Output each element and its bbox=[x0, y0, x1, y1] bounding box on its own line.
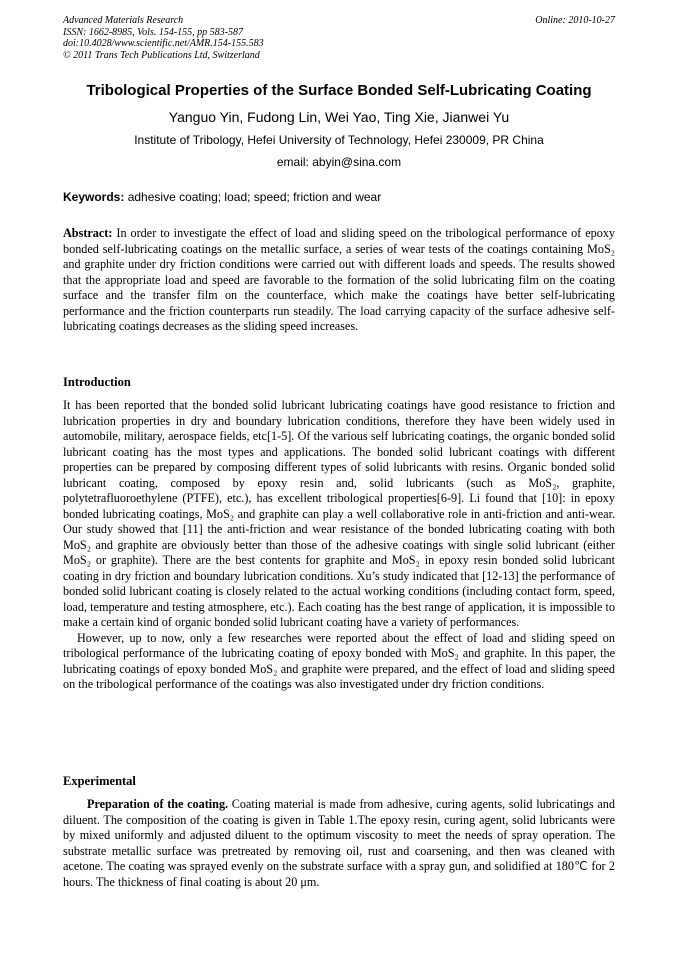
contact-email: email: abyin@sina.com bbox=[276, 155, 402, 169]
abstract bbox=[63, 226, 615, 335]
keywords-text: adhesive coating; load; speed; friction and wear bbox=[127, 190, 382, 204]
experimental-text: Coating material is made from adhesive, curing agents, solid lubricatings and diluent. The composition of the coating is given in Table 1.The epoxy resin, curing agent, solid lubricants were by mixed uniformly and adjusted diluent to the optimum viscosity to meet the needs of spray operation. The substrate metallic surface was pretreated by removing oil, rust and coarsening, and then was cleaned with acetone. The coating was sprayed evenly on the substrate surface with a spray gun, and solidified at 180℃ for 2 hours. The thickness of final coating is about 20 μm. bbox=[63, 797, 615, 889]
issn-line: ISSN: 1662-8985, Vols. 154-155, pp 583-587 bbox=[63, 26, 243, 38]
doi-line: doi:10.4028/www.scientific.net/AMR.154-155.583 bbox=[63, 38, 264, 49]
online-date: Online: 2010-10-27 bbox=[535, 15, 615, 26]
section-heading-introduction: Introduction bbox=[63, 375, 131, 389]
intro-paragraph-1: It has been reported that the bonded solid lubricant lubricating coatings have good resistance to friction and lubrication properties in dry and boundary lubrication conditions, therefore they have been widely used in automobile, military, aerospace fields, etc[1-5]. Of the various self lubricating coatings, the organic bonded solid lubricant coating has the most types and applications. The bonded solid lubricant coatings with different properties can be prepared by composing different types of solid lubricants with resins. Organic bonded solid lubricant coating, composed by epoxy resin and, solid lubricants (such as MoS₂, graphite, polytetrafluoroethylene (PTFE), etc.), has excellent tribological properties[6-9]. Li found that [10]: in epoxy bonded lubricating coatings, MoS₂ and graphite can play a well collaborative role in anti-friction and anti-wear. Our study showed that [11] the anti-friction and wear resistance of the bonded lubricating coating with both MoS₂ and graphite are obviously better than those of the adhesive coatings with single solid lubricant (either MoS₂ or graphite). There are the best contents for graphite and MoS₂ in epoxy resin bonded solid lubricant coating in dry friction and boundary lubrication conditions. Xu’s study indicated that [12-13] the performance of bonded solid lubricant coating is closely related to the actual working conditions (including contact form, speed, load, temperature and testing atmosphere, etc.). Each coating has the best range of application, it is impossible to make a certain kind of organic bonded solid lubricant coating have a variety of performances. bbox=[63, 398, 615, 629]
journal-name: Advanced Materials Research bbox=[63, 15, 184, 26]
keywords bbox=[63, 190, 615, 204]
intro-paragraph-2: However, up to now, only a few researches were reported about the effect of load and sliding speed on tribological performance of the lubricating coating of epoxy bonded with MoS₂ and graphite. In this paper, the lubricating coatings of epoxy bonded MoS₂ and graphite were prepared, and the effect of load and sliding speed on the tribological performance of the coatings was also investigated under dry friction conditions. bbox=[63, 630, 615, 691]
journal-header bbox=[63, 15, 615, 61]
abstract-label: Abstract: bbox=[63, 226, 113, 240]
introduction-body bbox=[63, 398, 615, 693]
affiliation: Institute of Tribology, Hefei University of Technology, Hefei 230009, PR China bbox=[134, 133, 544, 147]
experimental-subheading: Preparation of the coating. bbox=[87, 797, 229, 811]
paper-title: Tribological Properties of the Surface Bonded Self-Lubricating Coating bbox=[86, 82, 592, 99]
abstract-text: In order to investigate the effect of load and sliding speed on the tribological performance of epoxy bonded self-lubricating coatings on the metallic surface, a series of wear tests of the coatings containing MoS₂ and graphite under dry friction conditions were carried out with different loads and speeds. The results showed that the appropriate load and speed are favorable to the formation of the solid lubricating film on the coating surface and the transfer film on the counterface, which make the coatings have better self-lubricating performance and the friction counterparts run steadily. The load carrying capacity of the surface adhesive self-lubricating coatings decreases as the sliding speed increases. bbox=[63, 226, 616, 333]
experimental-body bbox=[63, 797, 615, 890]
author-list: Yanguo Yin, Fudong Lin, Wei Yao, Ting Xie, Jianwei Yu bbox=[168, 109, 510, 125]
section-heading-experimental: Experimental bbox=[63, 774, 136, 788]
keywords-label: Keywords: bbox=[63, 190, 125, 204]
copyright-line: © 2011 Trans Tech Publications Ltd, Switzerland bbox=[63, 49, 260, 61]
